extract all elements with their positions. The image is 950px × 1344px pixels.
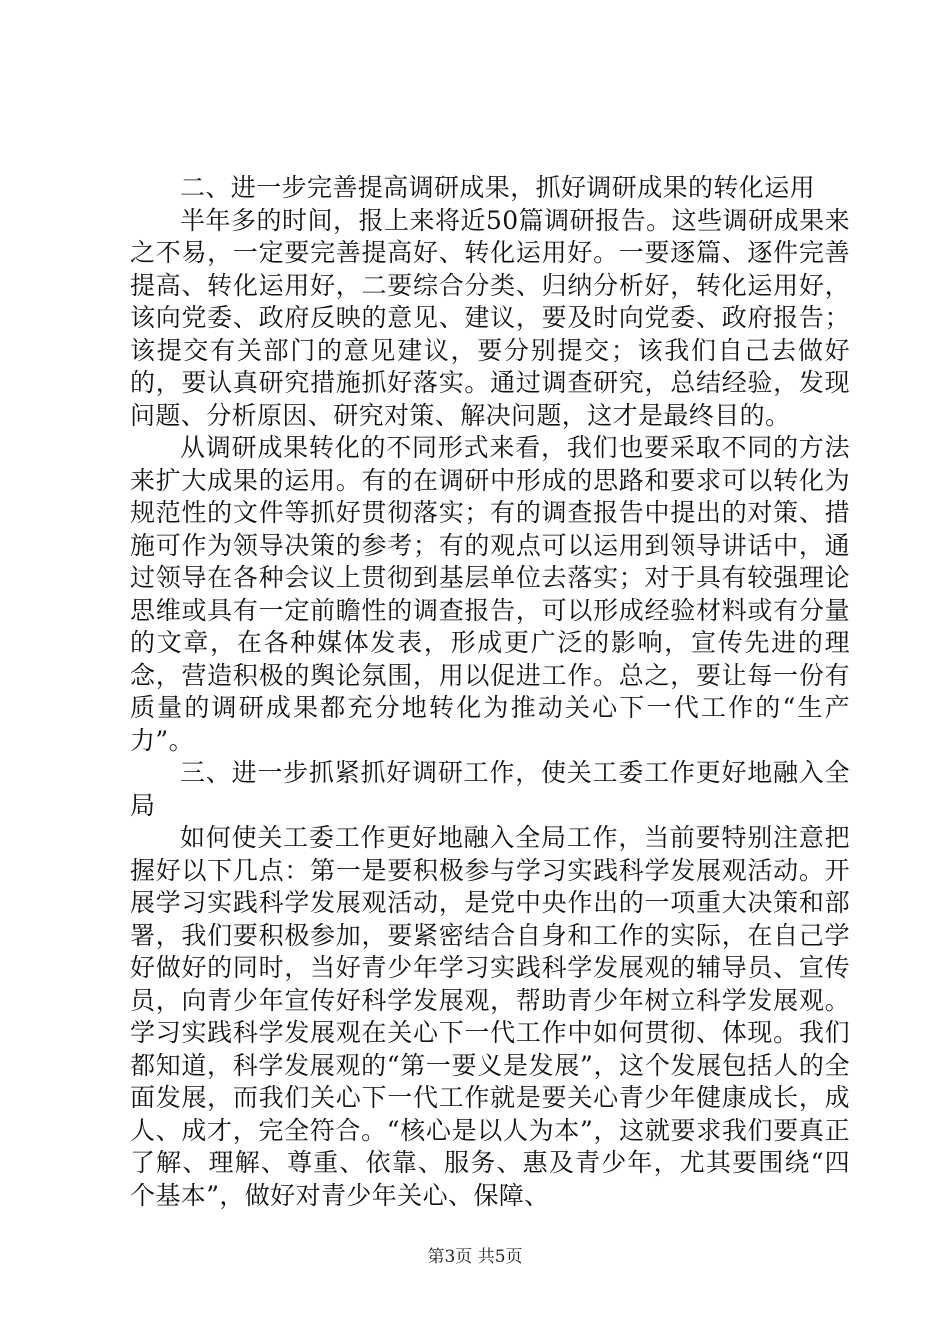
section-heading-3: 三、进一步抓紧抓好调研工作，使关工委工作更好地融入全局 — [130, 758, 850, 820]
page-footer: 第3页 共5页 — [427, 1247, 523, 1267]
body-paragraph-3: 如何使关工委工作更好地融入全局工作，当前要特别注意把握好以下几点：第一是要积极参与学习实践科学发展观活动。开展学习实践科学发展观活动，是党中央作出的一项重大决策和部署，我们要积极参加，要紧密结合自身和工作的实际，在自己学好做好的同时，当好青少年学习实践科学发展观的辅导员、宣传员，向青少年宣传好科学发展观，帮助青少年树立科学发展观。学习实践科学发展观在关心下一代工作中如何贯彻、体现。我们都知道，科学发展观的“第一要义是发展”，这个发展包括人的全面发展，而我们关心下一代工作就是要关心青少年健康成长，成人、成才，完全符合。“核心是以人为本”，这就要求我们要真正了解、理解、尊重、依靠、服务、惠及青少年，尤其要围绕“四个基本”，做好对青少年关心、保障、 — [130, 823, 850, 1210]
document-body — [130, 172, 850, 1212]
body-paragraph-1: 半年多的时间，报上来将近50篇调研报告。这些调研成果来之不易，一定要完善提高好、转化运用好。一要逐篇、逐件完善提高、转化运用好，二要综合分类、归纳分析好，转化运用好，该向党委、政府反映的意见、建议，要及时向党委、政府报告；该提交有关部门的意见建议，要分别提交；该我们自己去做好的，要认真研究措施抓好落实。通过调查研究，总结经验，发现问题、分析原因、研究对策、解决问题，这才是最终目的。 — [130, 205, 850, 430]
body-paragraph-2: 从调研成果转化的不同形式来看，我们也要采取不同的方法来扩大成果的运用。有的在调研中形成的思路和要求可以转化为规范性的文件等抓好贯彻落实；有的调查报告中提出的对策、措施可作为领导决策的参考；有的观点可以运用到领导讲话中，通过领导在各种会议上贯彻到基层单位去落实；对于具有较强理论思维或具有一定前瞻性的调查报告，可以形成经验材料或有分量的文章，在各种媒体发表，形成更广泛的影响，宣传先进的理念，营造积极的舆论氛围，用以促进工作。总之，要让每一份有质量的调研成果都充分地转化为推动关心下一代工作的“生产力”。 — [130, 433, 850, 755]
section-heading-2: 二、进一步完善提高调研成果，抓好调研成果的转化运用 — [180, 173, 816, 202]
